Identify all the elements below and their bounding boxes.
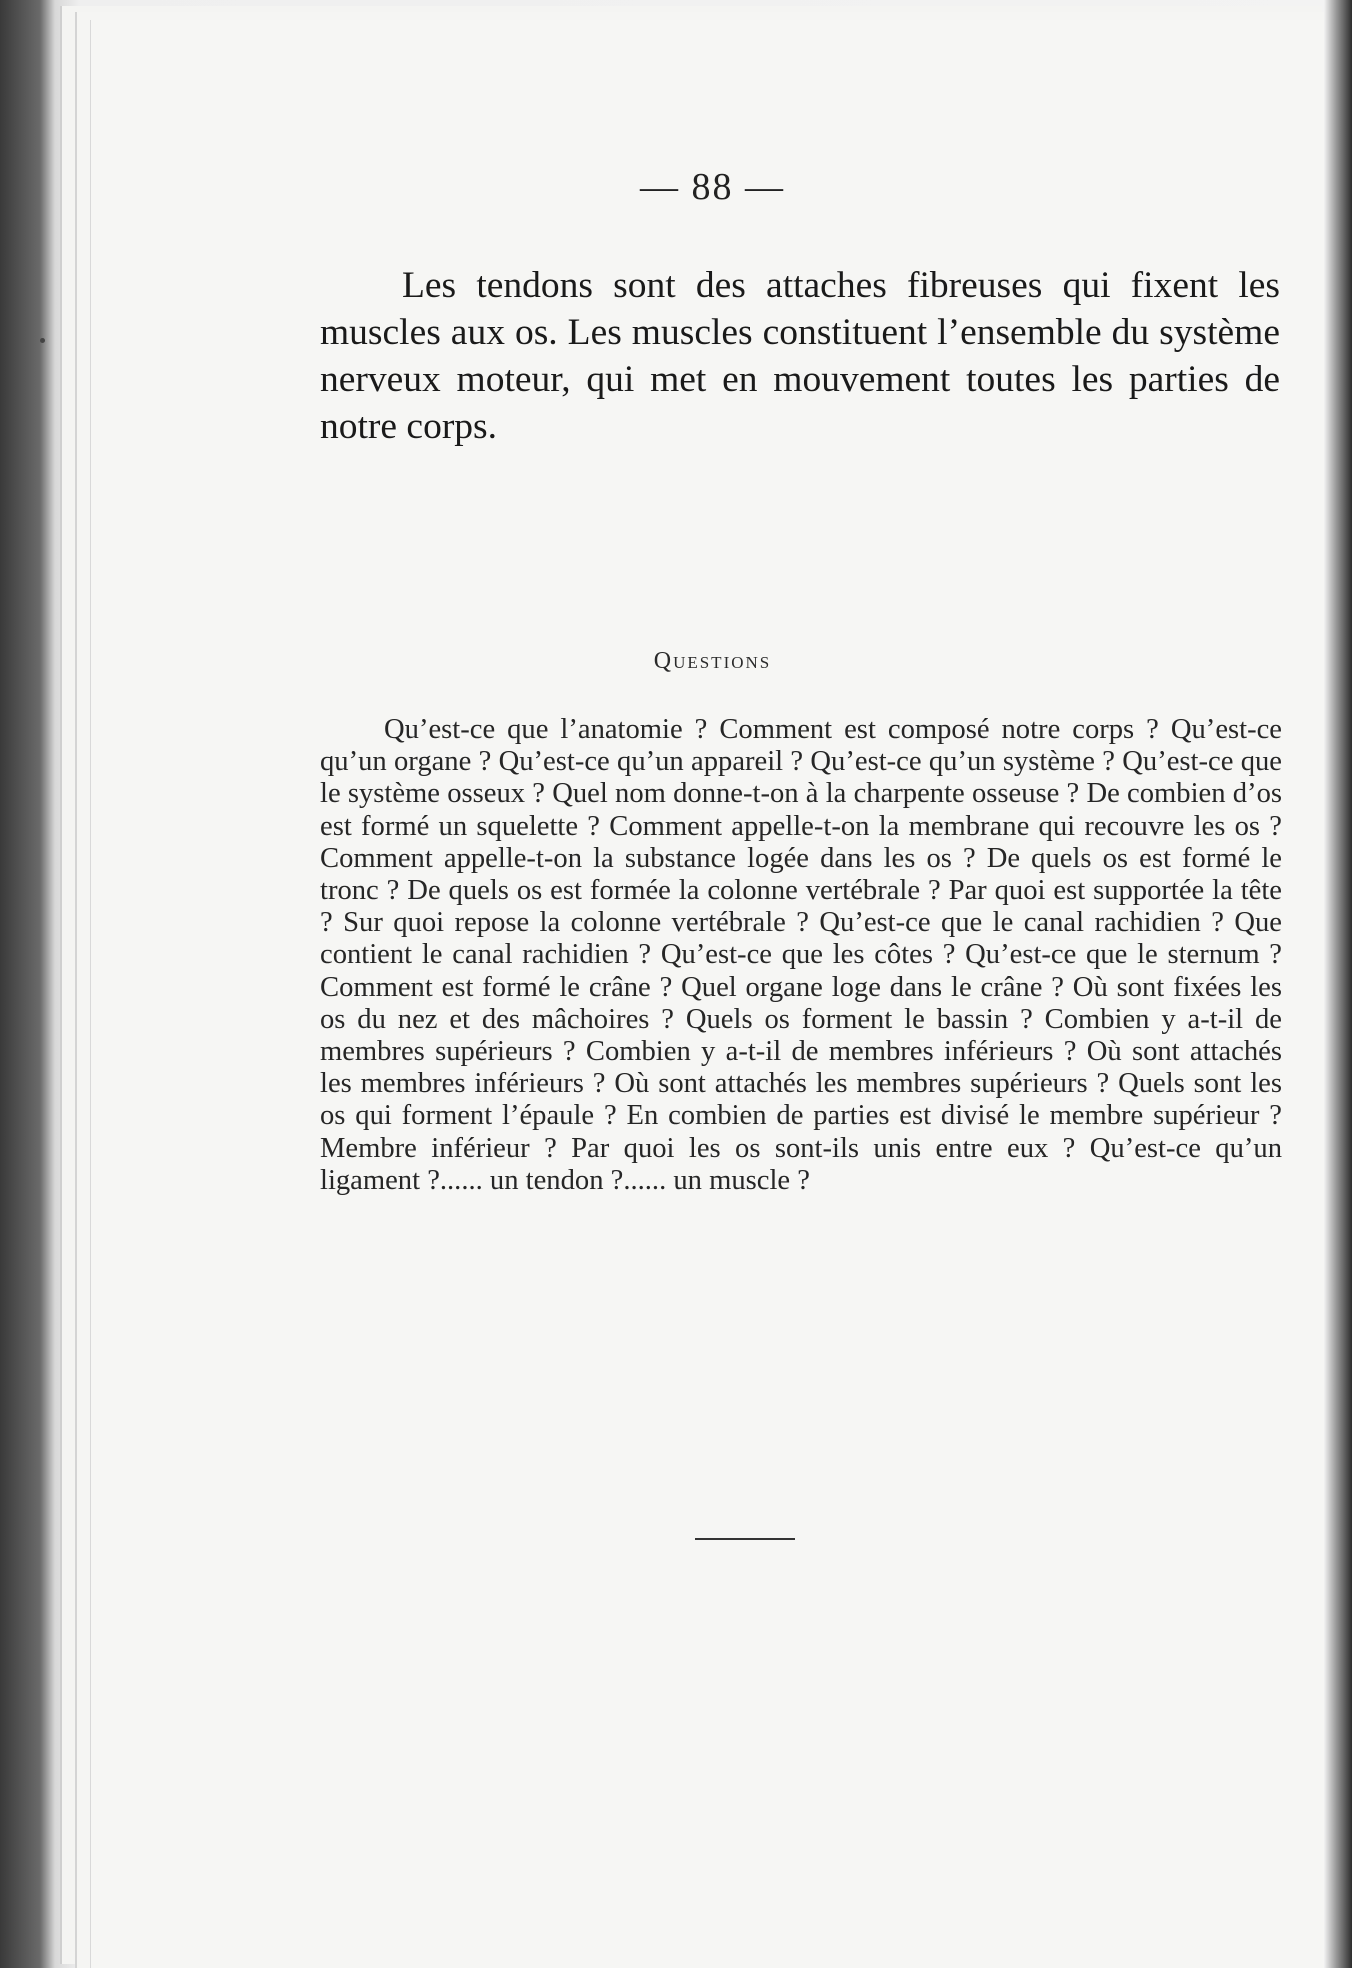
binding-shadow	[1324, 0, 1352, 1968]
end-rule	[695, 1538, 795, 1540]
body-paragraph: Les tendons sont des attaches fibreuses qui fixent les muscles aux os. Les muscles constituent l’ensemble du système nerveux moteur, qui met en mouvement toutes les parties de notre corps.	[320, 265, 1280, 447]
margin-speck	[40, 338, 45, 343]
questions-paragraph: Qu’est-ce que l’anatomie ? Comment est composé notre corps ? Qu’est-ce qu’un organe ? Qu’est-ce qu’un appareil ? Qu’est-ce qu’un système ? Qu’est-ce que le système osseux ? Quel nom donne-t-on à la charpente osseuse ? De combien d’os est formé un squelette ? Comment appelle-t-on la membrane qui recouvre les os ? Comment appelle-t-on la substance logée dans les os ? De quels os est formé le tronc ? De quels os est formée la colonne vertébrale ? Par quoi est supportée la tête ? Sur quoi repose la colonne vertébrale ? Qu’est-ce que le canal rachidien ? Que contient le canal rachidien ? Qu’est-ce que les côtes ? Qu’est-ce que le sternum ? Comment est formé le crâne ? Quel organe loge dans le crâne ? Où sont fixées les os du nez et des mâchoires ? Quels os forment le bassin ? Combien y a-t-il de membres supérieurs ? Combien y a-t-il de membres inférieurs ? Où sont attachés les membres inférieurs ? Où sont attachés les membres supérieurs ? Quels sont les os qui forment l’épaule ? En combien de parties est divisé le membre supérieur ? Membre inférieur ? Par quoi les os sont-ils unis entre eux ? Qu’est-ce qu’un ligament ?...... un tendon ?...... un muscle ?	[320, 714, 1282, 1196]
page-number: — 88 —	[640, 166, 785, 208]
questions-heading: Questions	[653, 648, 772, 674]
book-page	[110, 30, 1315, 1950]
